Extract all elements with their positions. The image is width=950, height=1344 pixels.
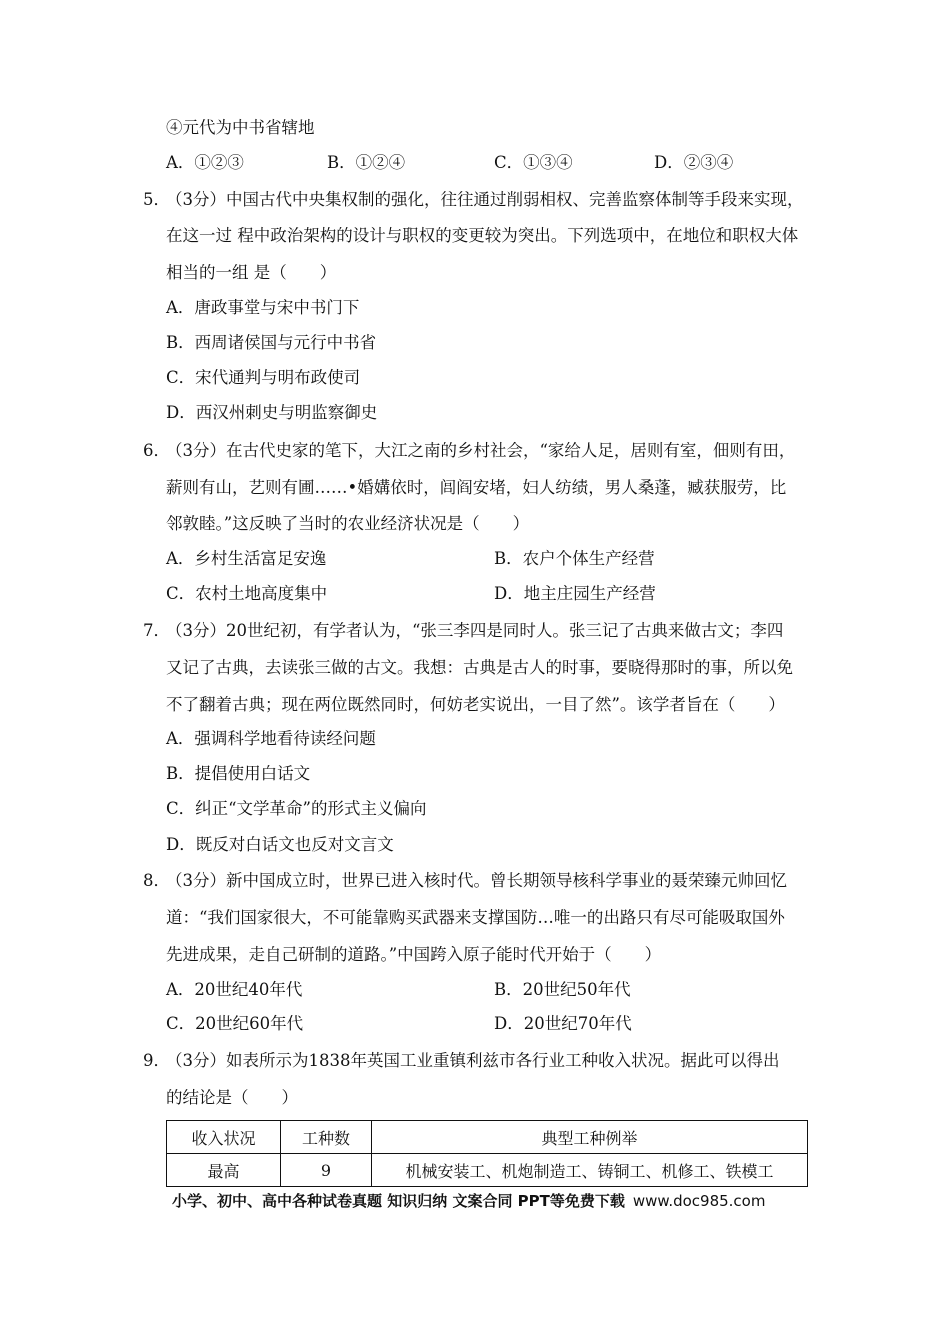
question-6-option-a: A．乡村生活富足安逸 — [166, 549, 327, 568]
table-cell: 最高 — [167, 1154, 281, 1187]
table-row — [167, 1154, 808, 1187]
question-8-option-d: D．20世纪70年代 — [494, 1014, 632, 1033]
table-header-cell: 工种数 — [281, 1121, 372, 1154]
question-6-number: 6． — [143, 441, 170, 460]
question-8-option-b: B．20世纪50年代 — [494, 980, 631, 999]
question-5-option-b: B．西周诸侯国与元行中书省 — [166, 333, 377, 352]
question-5-line-2: 在这一过 程中政治架构的设计与职权的变更较为突出。下列选项中，在地位和职权大体 — [166, 226, 799, 245]
table-cell: 机械安装工、机炮制造工、铸铜工、机修工、铁模工 — [372, 1154, 808, 1187]
table-header-cell: 典型工种例举 — [372, 1121, 808, 1154]
question-8-line-2: 道：“我们国家很大，不可能靠购买武器来支撑国防…唯一的出路只有尽可能吸取国外 — [166, 908, 785, 927]
question-5-line-1: （3分）中国古代中央集权制的强化，往往通过削弱相权、完善监察体制等手段来实现， — [166, 190, 804, 209]
question-5-line-3: 相当的一组 是（ ） — [166, 263, 337, 282]
question-7-option-a: A．强调科学地看待读经问题 — [166, 729, 376, 748]
prev-option-a: A．①②③ — [166, 153, 244, 172]
question-6-line-1: （3分）在古代史家的笔下，大江之南的乡村社会，“家给人足，居则有室，佃则有田， — [166, 441, 796, 460]
question-6-line-2: 薪则有山，艺则有圃……•婚媾依时，闾阎安堵，妇人纺绩，男人桑蓬，臧获服劳，比 — [166, 478, 787, 497]
question-8-option-c: C．20世纪60年代 — [166, 1014, 304, 1033]
prev-option-b: B．①②④ — [327, 153, 406, 172]
prev-item-4: ④元代为中书省辖地 — [166, 118, 315, 137]
question-7-line-3: 不了翻着古典；现在两位既然同时，何妨老实说出，一目了然”。该学者旨在（ ） — [166, 695, 785, 714]
question-7-line-1: （3分）20世纪初，有学者认为，“张三李四是同时人。张三记了古典来做古文；李四 — [166, 621, 784, 640]
question-8-number: 8． — [143, 871, 170, 890]
question-6-option-c: C．农村土地高度集中 — [166, 584, 328, 603]
question-9-line-2: 的结论是（ ） — [166, 1088, 298, 1107]
question-8-line-1: （3分）新中国成立时，世界已进入核时代。曾长期领导核科学事业的聂荣臻元帅回忆 — [166, 871, 787, 890]
prev-option-d: D．②③④ — [654, 153, 734, 172]
question-9-line-1: （3分）如表所示为1838年英国工业重镇利兹市各行业工种收入状况。据此可以得出 — [166, 1051, 780, 1070]
prev-option-c: C．①③④ — [494, 153, 573, 172]
question-7-number: 7． — [143, 621, 170, 640]
question-5-option-d: D．西汉州刺史与明监察御史 — [166, 403, 378, 422]
question-6-option-b: B．农户个体生产经营 — [494, 549, 655, 568]
footer-text: 小学、初中、高中各种试卷真题 知识归纳 文案合同 PPT等免费下载 — [172, 1192, 625, 1210]
question-9-number: 9． — [143, 1051, 170, 1070]
question-7-option-d: D．既反对白话文也反对文言文 — [166, 835, 394, 854]
question-5-number: 5． — [143, 190, 170, 209]
question-7-option-b: B．提倡使用白话文 — [166, 764, 311, 783]
question-8-line-3: 先进成果，走自己研制的道路。”中国跨入原子能时代开始于（ ） — [166, 945, 662, 964]
footer-url[interactable]: www.doc985.com — [632, 1192, 766, 1210]
table-header-cell: 收入状况 — [167, 1121, 281, 1154]
question-7-option-c: C．纠正“文学革命”的形式主义偏向 — [166, 799, 427, 818]
question-6-line-3: 邻敦睦。”这反映了当时的农业经济状况是（ ） — [166, 514, 530, 533]
question-5-option-a: A．唐政事堂与宋中书门下 — [166, 298, 360, 317]
question-8-option-a: A．20世纪40年代 — [166, 980, 303, 999]
income-table — [166, 1120, 808, 1187]
question-5-option-c: C．宋代通判与明布政使司 — [166, 368, 361, 387]
question-6-option-d: D．地主庄园生产经营 — [494, 584, 656, 603]
table-header-row — [167, 1121, 808, 1154]
question-7-line-2: 又记了古典，去读张三做的古文。我想：古典是古人的时事，要晓得那时的事，所以免 — [166, 658, 793, 677]
footer-banner — [172, 1190, 765, 1211]
table-cell: 9 — [281, 1154, 372, 1187]
